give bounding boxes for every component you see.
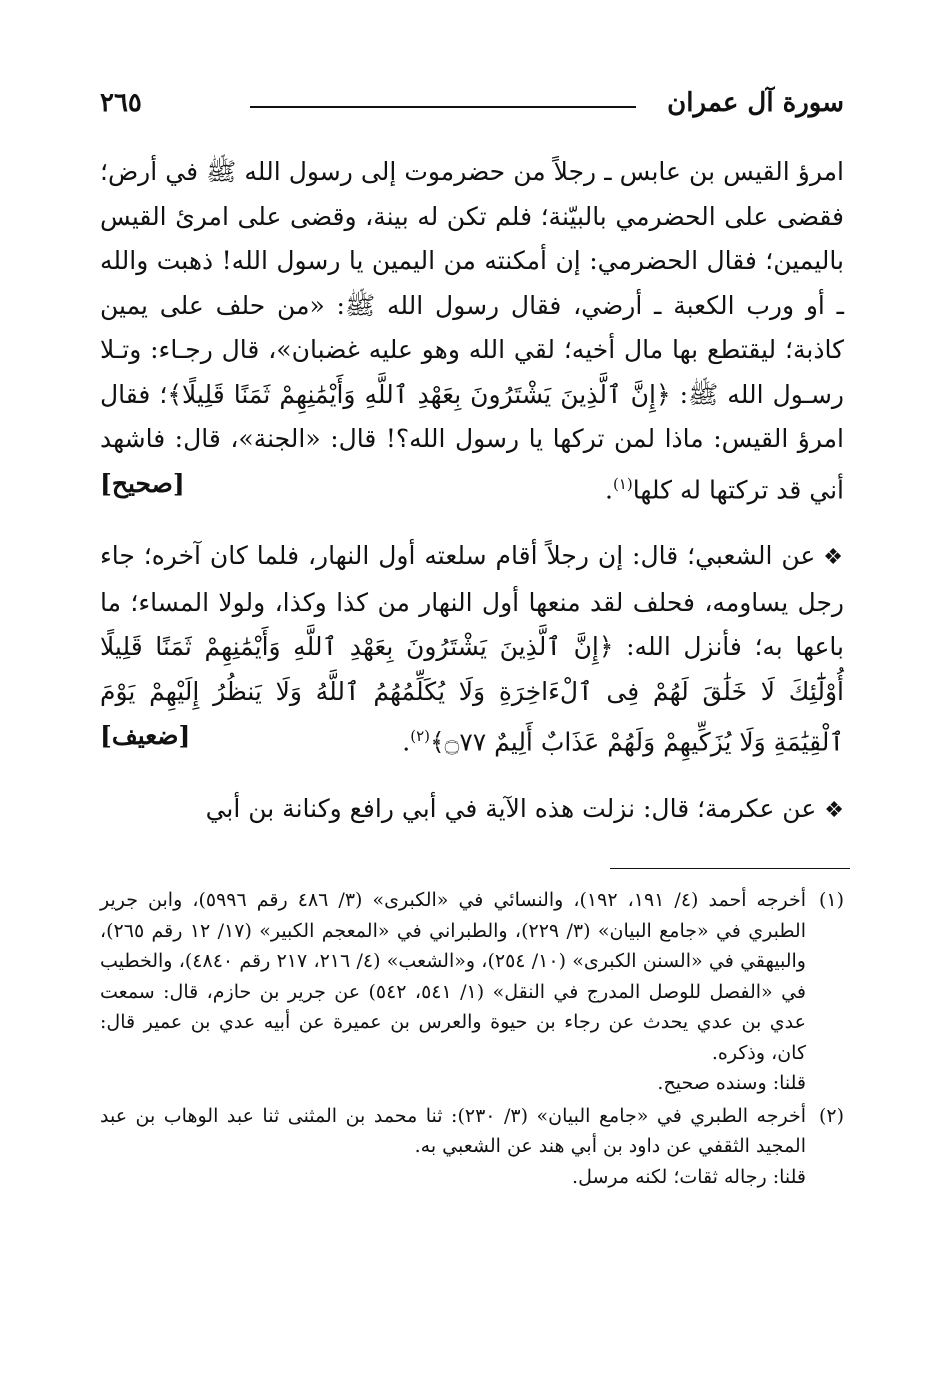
paragraph-hadith-2: [100, 534, 844, 765]
header-rule: [250, 106, 636, 108]
footnote-body: [100, 1101, 806, 1193]
page-header: [100, 82, 844, 122]
footnotes: [100, 885, 844, 1192]
footnote-number: (٢): [818, 1104, 844, 1127]
sentence-end: .: [402, 727, 411, 757]
footnote-text: أخرجه الطبري في «جامع البيان» (٣/ ٢٣٠): ثنا محمد بن المثنى ثنا عبد الوهاب بن عبد المجيد الثقفي عن داود بن أبي هند عن الشعبي به.: [100, 1104, 806, 1157]
main-text: [100, 150, 844, 834]
sentence-end: .: [604, 474, 613, 504]
footnote-divider: [610, 868, 850, 869]
footnote-ref-1: (١): [612, 474, 633, 493]
paragraph-hadith-1: [100, 150, 844, 512]
paragraph-text: عن الشعبي؛ قال: إن رجلاً أقام سلعته أول النهار، فلما كان آخره؛ جاء رجل يساومه، فحلف لقد منعها أول النهار من كذا وكذا، ولولا المساء؛ ما باعها به؛ فأنزل الله: ﴿إِنَّ ٱلَّذِينَ يَشْتَرُونَ بِعَهْدِ ٱللَّهِ وَأَيْمَٰنِهِمْ ثَمَنًا قَلِيلًا أُوْلَٰٓئِكَ لَا خَلَٰقَ لَهُمْ فِى ٱلْءَاخِرَةِ وَلَا يُكَلِّمُهُمُ ٱللَّهُ وَلَا يَنظُرُ إِلَيْهِمْ يَوْمَ ٱلْقِيَٰمَةِ وَلَا يُزَكِّيهِمْ وَلَهُمْ عَذَابٌ أَلِيمٌ ۝٧٧﴾: [100, 541, 844, 757]
footnote-verdict: قلنا: وسنده صحيح.: [657, 1072, 806, 1094]
footnote-body: [100, 885, 806, 1099]
star-bullet-icon: ❖: [823, 545, 844, 571]
grade-label-daif: [ضعيف]: [100, 721, 191, 751]
paragraph-text: امرؤ القيس بن عابس ـ رجلاً من حضرموت إلى رسول الله ﷺ في أرض؛ فقضى على الحضرمي بالبيّنة؛ فلم تكن له بينة، وقضى على امرئ القيس باليمين؛ فقال الحضرمي: إن أمكنته من اليمين يا رسول الله! ذهبت والله ـ أو ورب الكعبة ـ أرضي، فقال رسول الله ﷺ: «من حلف على يمين كاذبة؛ ليقتطع بها مال أخيه؛ لقي الله وهو عليه غضبان»، قال رجـاء: وتـلا رسـول الله ﷺ: ﴿إِنَّ ٱلَّذِينَ يَشْتَرُونَ بِعَهْدِ ٱللَّهِ وَأَيْمَٰنِهِمْ ثَمَنًا قَلِيلًا﴾؛ فقال امرؤ القيس: ماذا لمن تركها يا رسول الله؟! قال: «الجنة»، قال: فاشهد أني قد تركتها له كلها: [100, 157, 844, 504]
footnote-ref-2: (٢): [410, 727, 431, 746]
footnote-number: (١): [818, 889, 844, 911]
running-title: سورة آل عمران: [667, 88, 844, 118]
footnote-text: أخرجه أحمد (٤/ ١٩١، ١٩٢)، والنسائي في «الكبرى» (٣/ ٤٨٦ رقم ٥٩٩٦)، وابن جرير الطبري في «جامع البيان» (٣/ ٢٢٩)، والطبراني في «المعجم الكبير» (١٧/ ١٢ رقم ٢٦٥)، والبيهقي في «السنن الكبرى» (١٠/ ٢٥٤)، و«الشعب» (٤/ ٢١٦، ٢١٧ رقم ٤٨٤٠)، والخطيب في «الفصل للوصل المدرج في النقل» (١/ ٥٤١، ٥٤٢) عن جرير بن حازم، قال: سمعت عدي بن عدي يحدث عن رجاء بن حيوة والعرس بن عميرة عن أبيه عدي بن عمير قال: كان، وذكره.: [100, 889, 806, 1064]
paragraph-hadith-3: [100, 787, 844, 834]
footnote-verdict: قلنا: رجاله ثقات؛ لكنه مرسل.: [572, 1165, 806, 1188]
footnote-2: [100, 1101, 844, 1193]
paragraph-text: عن عكرمة؛ قال: نزلت هذه الآية في أبي رافع وكنانة بن أبي: [205, 794, 817, 824]
star-bullet-icon: ❖: [824, 798, 844, 824]
grade-label-sahih: [صحيح]: [100, 468, 185, 498]
page-number: ٢٦٥: [100, 88, 142, 118]
footnote-1: [100, 885, 844, 1099]
